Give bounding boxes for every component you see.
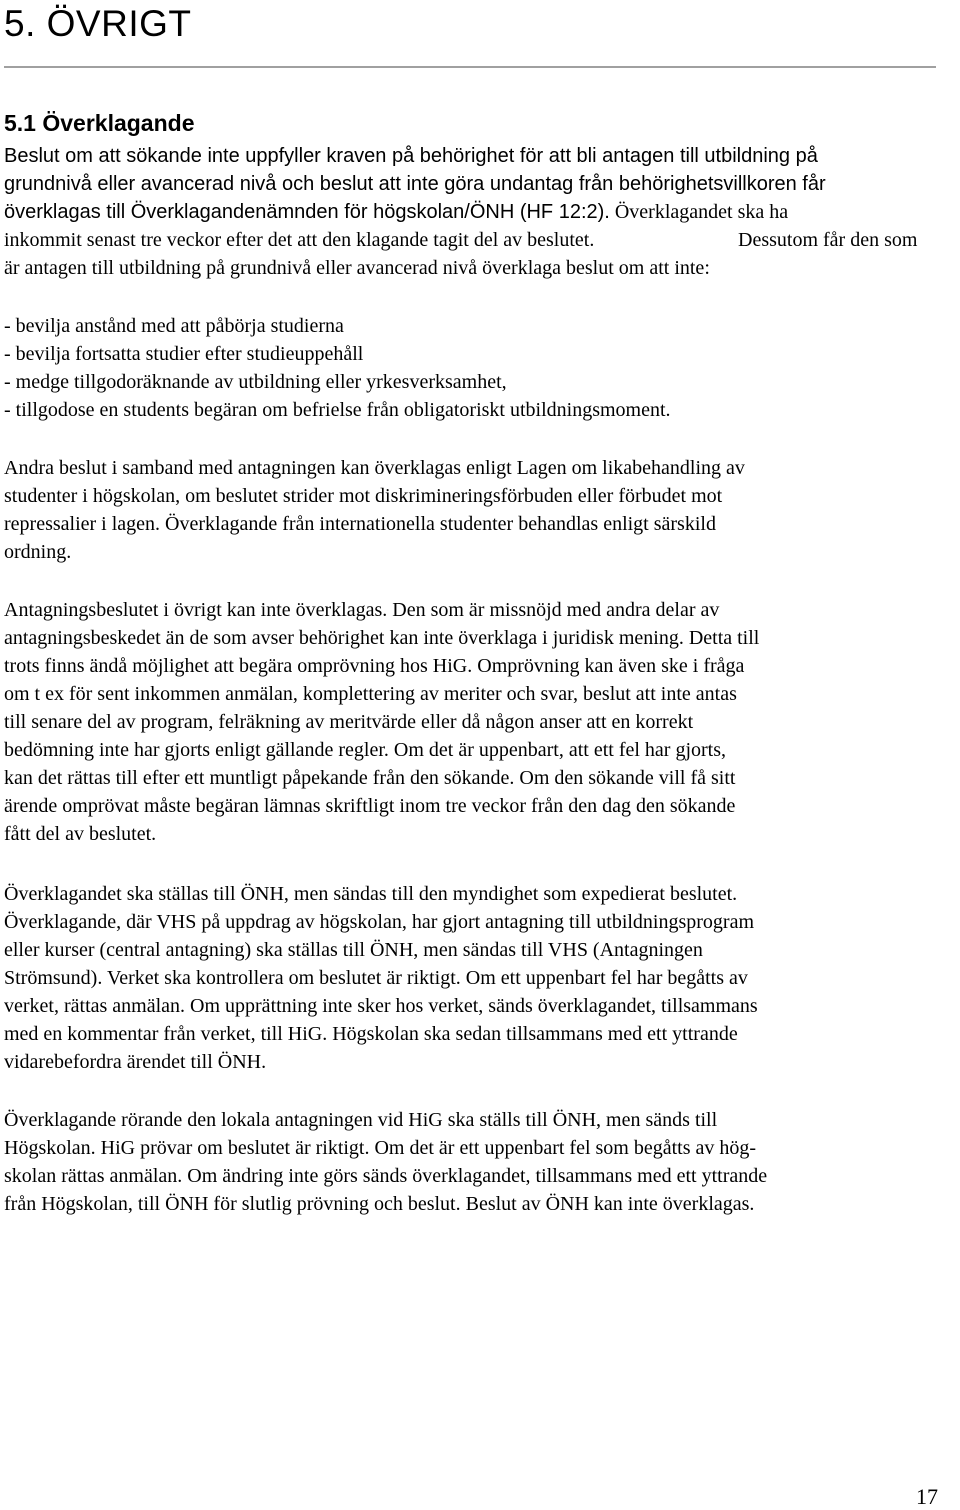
text-line: inkommit senast tre veckor efter det att den klagande tagit del av beslutet. [4, 229, 595, 251]
text-line: ordning. [4, 541, 72, 563]
text-line: ärende omprövat måste begäran lämnas skriftligt inom tre veckor från den dag den sökande [4, 795, 736, 817]
text-line: Dessutom får den som [738, 229, 918, 251]
text-line: Strömsund). Verket ska kontrollera om beslutet är riktigt. Om ett uppenbart fel har begåtts av [4, 967, 748, 989]
text-line: Högskolan. HiG prövar om beslutet är riktigt. Om det är ett uppenbart fel som begåtts av hög- [4, 1137, 757, 1159]
text-line: skolan rättas anmälan. Om ändring inte görs sänds överklagandet, tillsammans med ett yttrande [4, 1165, 768, 1187]
text-line: Överklagandet ska ställas till ÖNH, men sändas till den myndighet som expedierat beslutet. [4, 883, 738, 905]
text-line: grundnivå eller avancerad nivå och beslut att inte göra undantag från behörighetsvillkoren får [4, 173, 826, 195]
text-span: överklagas till Överklagandenämnden för högskolan/ÖNH (HF 12:2). [4, 201, 610, 223]
text-line [4, 198, 788, 226]
list-item: - tillgodose en students begäran om befrielse från obligatoriskt utbildningsmoment. [4, 399, 671, 421]
text-line: eller kurser (central antagning) ska ställas till ÖNH, men sändas till VHS (Antagningen [4, 939, 703, 961]
text-line: Beslut om att sökande inte uppfyller kraven på behörighet för att bli antagen till utbildning på [4, 145, 818, 167]
text-line: repressalier i lagen. Överklagande från internationella studenter behandlas enligt särskild [4, 513, 716, 535]
text-span: Överklagandet ska ha [609, 201, 789, 223]
list-item: - bevilja anstånd med att påbörja studierna [4, 315, 344, 337]
list-item: - bevilja fortsatta studier efter studieuppehåll [4, 343, 364, 365]
list-item: - medge tillgodoräknande av utbildning eller yrkesverksamhet, [4, 371, 507, 393]
header-divider [4, 66, 936, 68]
text-line: vidarebefordra ärendet till ÖNH. [4, 1051, 267, 1073]
text-line: trots finns ändå möjlighet att begära omprövning hos HiG. Omprövning kan även ske i fråga [4, 655, 745, 677]
text-line: verket, rättas anmälan. Om upprättning inte sker hos verket, sänds överklagandet, tillsammans [4, 995, 758, 1017]
text-line: antagningsbeskedet än de som avser behörighet kan inte överklaga i juridisk mening. Detta till [4, 627, 760, 649]
chapter-title: 5. ÖVRIGT [4, 3, 192, 44]
text-line: till senare del av program, felräkning av meritvärde eller då någon anser att en korrekt [4, 711, 694, 733]
text-line: med en kommentar från verket, till HiG. Högskolan ska sedan tillsammans med ett yttrande [4, 1023, 738, 1045]
text-line: studenter i högskolan, om beslutet strider mot diskrimineringsförbuden eller förbudet mot [4, 485, 723, 507]
text-line: bedömning inte har gjorts enligt gällande regler. Om det är uppenbart, att ett fel har gjorts, [4, 739, 727, 761]
text-line: är antagen till utbildning på grundnivå eller avancerad nivå överklaga beslut om att inte: [4, 257, 710, 279]
text-line: fått del av beslutet. [4, 823, 157, 845]
text-line: från Högskolan, till ÖNH för slutlig prövning och beslut. Beslut av ÖNH kan inte överklagas. [4, 1193, 755, 1215]
text-line: Andra beslut i samband med antagningen kan överklagas enligt Lagen om likabehandling av [4, 457, 745, 479]
text-line: kan det rättas till efter ett muntligt påpekande från den sökande. Om den sökande vill få sitt [4, 767, 736, 789]
text-line: Överklagande rörande den lokala antagningen vid HiG ska ställs till ÖNH, men sänds till [4, 1109, 718, 1131]
text-line: Överklagande, där VHS på uppdrag av högskolan, har gjort antagning till utbildningsprogram [4, 911, 755, 933]
page-number: 17 [916, 1484, 938, 1509]
text-line: om t ex för sent inkommen anmälan, komplettering av meriter och svar, beslut att inte antas [4, 683, 737, 705]
text-line: Antagningsbeslutet i övrigt kan inte överklagas. Den som är missnöjd med andra delar av [4, 599, 720, 621]
section-heading: 5.1 Överklagande [4, 110, 195, 136]
